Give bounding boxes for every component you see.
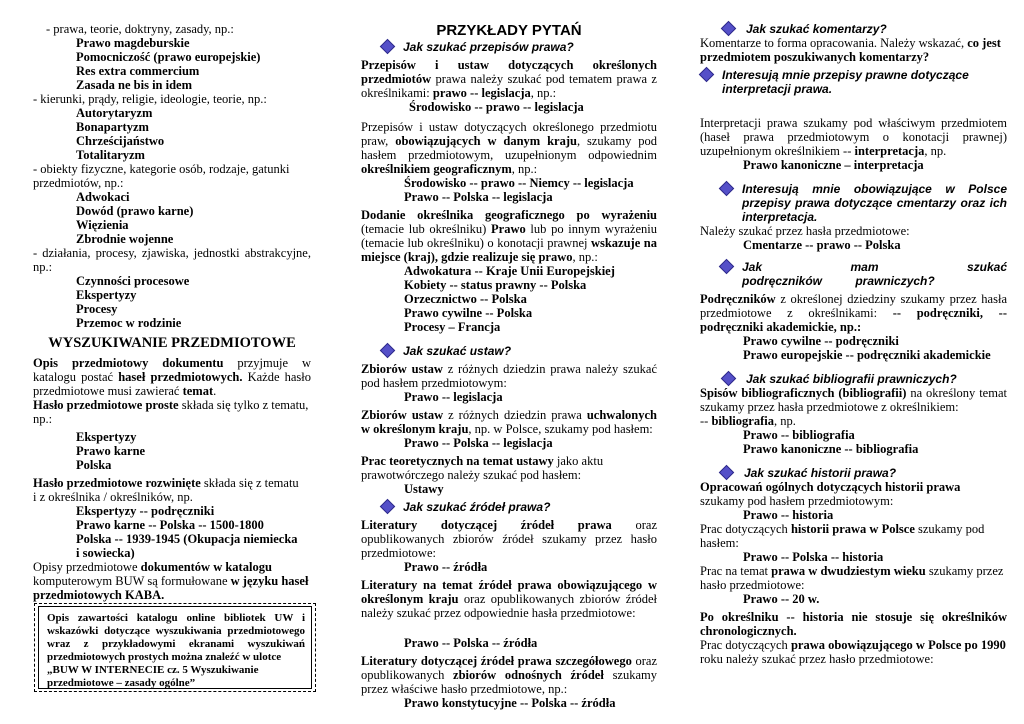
paragraph: Przepisów i ustaw dotyczących określonych przedmiotów prawa należy szukać pod tematem prawa z określnikami: prawo -- legislacja, np.: — [361, 58, 657, 100]
paragraph: Prac dotyczących historii prawa w Polsce szukamy pod hasłem: — [700, 522, 985, 550]
example-item: Autorytaryzm — [76, 106, 153, 120]
example-item: Prawo karne -- Polska -- 1500-1800 — [76, 518, 264, 532]
example-item: Adwokaci — [76, 190, 130, 204]
question-heading: Interesują mnie przepisy prawne dotyczące interpretacji prawa. — [700, 68, 1007, 96]
category-objects-cont: przedmiotów, np.: — [33, 176, 124, 190]
diamond-bullet-icon — [700, 68, 714, 82]
paragraph: Opracowań ogólnych dotyczących historii prawa szukamy pod hasłem przedmiotowym: — [700, 480, 961, 508]
category-trends: - kierunki, prądy, religie, ideologie, teorie, np.: — [33, 92, 267, 106]
example-item: Res extra commercium — [76, 64, 200, 78]
paragraph: Prac na temat prawa w dwudziestym wieku szukamy przez hasło przedmiotowe: — [700, 564, 1004, 592]
info-box — [34, 603, 316, 692]
question-heading: Jak szukać historii prawa? — [700, 466, 1007, 480]
info-box-leaflet-title: „BUW W INTERNECIE cz. 5 Wyszukiwanie przedmiotowe – zasady ogólne” — [47, 664, 259, 689]
category-actions-cont: np.: — [33, 260, 53, 274]
example-item: Prawo kanoniczne -- bibliografia — [743, 442, 919, 456]
example-item: Prawo -- Polska -- historia — [743, 550, 884, 564]
example-item: Prawo -- Polska -- źródła — [404, 636, 538, 650]
paragraph-description: Opis przedmiotowy dokumentu przyjmuje w katalogu postać haseł przedmiotowych. Każde hasło przedmiotowe musi zawierać temat. — [33, 356, 312, 398]
example-item: Prawo -- Polska -- legislacja — [404, 436, 553, 450]
paragraph: Przepisów i ustaw dotyczących określonego przedmiotu praw, obowiązujących w danym kraju, szukamy pod hasłem przedmiotowym, uzupełnionym odpowiednim określnikiem geograficznym, np.: — [361, 120, 657, 176]
example-item: Prawo europejskie -- podręczniki akademickie — [743, 348, 991, 362]
example-item: Prawo -- źródła — [404, 560, 488, 574]
info-box-text: Opis zawartości katalogu online bibliotek UW i wskazówki dotyczące wyszukiwania przedmiotowego wraz z przykładowymi ekranami wyszukiwań przedmiotowych prostych można znaleźć w ulotce — [47, 612, 305, 663]
example-item: Przemoc w rodzinie — [76, 316, 182, 330]
example-item: Prawo cywilne -- Polska — [404, 306, 533, 320]
diamond-bullet-icon — [381, 500, 395, 514]
example-item: Ekspertyzy — [76, 430, 137, 444]
diamond-bullet-icon — [722, 372, 736, 386]
example-item: Prawo -- legislacja — [404, 390, 503, 404]
paragraph-extended: Hasło przedmiotowe rozwinięte składa się z tematu — [33, 476, 299, 490]
example-item: i sowiecka) — [76, 546, 135, 560]
example-item: Dowód (prawo karne) — [76, 204, 194, 218]
example-item: Prawo magdeburskie — [76, 36, 190, 50]
paragraph: Prac teoretycznych na temat ustawy jako aktu prawotwórczego należy szukać pod hasłem: — [361, 454, 604, 482]
diamond-bullet-icon — [381, 40, 395, 54]
example-item: Prawo -- 20 w. — [743, 592, 820, 606]
question-heading: Jak szukać przepisów prawa? — [361, 40, 657, 54]
example-item: Orzecznictwo -- Polska — [404, 292, 527, 306]
column-right — [700, 22, 1007, 666]
example-item: Środowisko -- prawo -- Niemcy -- legislacja — [404, 176, 634, 190]
diamond-bullet-icon — [381, 344, 395, 358]
page-title: PRZYKŁADY PYTAŃ — [436, 22, 582, 39]
example-item: Ekspertyzy -- podręczniki — [76, 504, 215, 518]
diamond-bullet-icon — [720, 466, 734, 480]
example-item: Adwokatura -- Kraje Unii Europejskiej — [404, 264, 615, 278]
example-item: Ustawy — [404, 482, 444, 496]
example-item: Ekspertyzy — [76, 288, 137, 302]
paragraph-simple: Hasło przedmiotowe proste składa się tylko z tematu, np.: — [33, 398, 309, 426]
paragraph-kaba: Opisy przedmiotowe dokumentów w katalogu komputerowym BUW są formułowane w języku haseł przedmiotowych KABA. — [33, 560, 309, 602]
question-heading: Interesują mnie obowiązujące w Polsce przepisy prawa dotyczące cmentarzy oraz ich interpretacja. — [700, 182, 1007, 224]
paragraph: Spisów bibliograficznych (bibliografii) na określony temat szukamy przez hasła przedmiotowe z określnikiem: — [700, 386, 1007, 414]
example-item: Procesy – Francja — [404, 320, 501, 334]
category-laws: - prawa, teorie, doktryny, zasady, np.: — [46, 22, 234, 36]
section-heading: WYSZUKIWANIE PRZEDMIOTOWE — [48, 335, 296, 351]
question-heading: Jak szukać bibliografii prawniczych? — [700, 372, 1007, 386]
diamond-bullet-icon — [720, 182, 734, 196]
example-item: Prawo cywilne -- podręczniki — [743, 334, 899, 348]
example-item: Procesy — [76, 302, 118, 316]
paragraph: Zbiorów ustaw z różnych dziedzin prawa uchwalonych w określonym kraju, np. w Polsce, szukamy pod hasłem: — [361, 408, 658, 436]
example-item: Polska — [76, 458, 112, 472]
example-item: Prawo -- bibliografia — [743, 428, 855, 442]
paragraph: Dodanie określnika geograficznego po wyrażeniu (temacie lub określniku) Prawo lub po innym wyrażeniu (temacie lub określniku) o konotacji prawnej wskazuje na miejsce (kraj), gdzie realizuje się prawo, np.: — [361, 208, 657, 264]
question-heading: Jak szukać ustaw? — [361, 344, 657, 358]
example-item: Więzienia — [76, 218, 129, 232]
example-item: Kobiety -- status prawny -- Polska — [404, 278, 587, 292]
paragraph: Literatury na temat źródeł prawa obowiązującego w określonym kraju oraz opublikowanych zbiorów źródeł należy szukać przez odpowiednie hasła przedmiotowe: — [361, 578, 657, 620]
paragraph: Interpretacji prawa szukamy pod właściwym przedmiotem (haseł prawa przedmiotowym o konotacji prawnej) uzupełnionym określnikiem -- interpretacja, np. — [700, 116, 1007, 158]
example-item: Czynności procesowe — [76, 274, 190, 288]
question-heading: Jak szukać komentarzy? — [700, 22, 1007, 36]
example-item: Chrześcijaństwo — [76, 134, 165, 148]
example-item: Prawo karne — [76, 444, 146, 458]
example-item: Cmentarze -- prawo -- Polska — [743, 238, 901, 252]
paragraph: Prac dotyczących prawa obowiązującego w Polsce po 1990 roku należy szukać przez hasło przedmiotowe: — [700, 638, 1006, 666]
paragraph: -- bibliografia, np. — [700, 414, 796, 428]
diamond-bullet-icon — [722, 22, 736, 36]
diamond-bullet-icon — [720, 260, 734, 274]
example-item: Prawo -- historia — [743, 508, 834, 522]
example-item: Bonapartyzm — [76, 120, 149, 134]
example-item: Pomocniczość (prawo europejskie) — [76, 50, 261, 64]
question-heading: Jak szukać źródeł prawa? — [361, 500, 657, 514]
example-item: Prawo kanoniczne – interpretacja — [743, 158, 924, 172]
paragraph: Komentarze to forma opracowania. Należy wskazać, co jest przedmiotem poszukiwanych komentarzy? — [700, 36, 1001, 64]
paragraph-extended-cont: i z określnika / określników, np. — [33, 490, 193, 504]
example-item: Zasada ne bis in idem — [76, 78, 193, 92]
category-actions: - działania, procesy, zjawiska, jednostki abstrakcyjne, — [33, 246, 311, 260]
example-item: Polska -- 1939-1945 (Okupacja niemiecka — [76, 532, 298, 546]
example-item: Środowisko -- prawo -- legislacja — [409, 100, 584, 114]
column-left — [33, 22, 311, 602]
paragraph: Literatury dotyczącej źródeł prawa szczegółowego oraz opublikowanych zbiorów odnośnych źródeł szukamy przez właściwe hasło przedmiotowe, np.: — [361, 654, 658, 696]
paragraph: Literatury dotyczącej źródeł prawa oraz opublikowanych zbiorów źródeł szukamy przez hasło przedmiotowe: — [361, 518, 657, 560]
paragraph: Należy szukać przez hasła przedmiotowe: — [700, 224, 910, 238]
paragraph: Zbiorów ustaw z różnych dziedzin prawa należy szukać pod hasłem przedmiotowym: — [361, 362, 658, 390]
category-objects: - obiekty fizyczne, kategorie osób, rodzaje, gatunki — [33, 162, 290, 176]
column-middle — [361, 22, 657, 710]
example-item: Prawo -- Polska -- legislacja — [404, 190, 553, 204]
example-item: Zbrodnie wojenne — [76, 232, 174, 246]
paragraph: Po określniku -- historia nie stosuje się określników chronologicznych. — [700, 610, 1007, 638]
question-heading: Jak mam szukać podręczników prawniczych? — [700, 260, 1007, 288]
example-item: Totalitaryzm — [76, 148, 145, 162]
example-item: Prawo konstytucyjne -- Polska -- źródła — [404, 696, 616, 710]
paragraph: Podręczników z określonej dziedziny szukamy przez hasła przedmiotowe z określnikami: -- podręczniki, -- podręczniki akademickie, np.: — [700, 292, 1007, 334]
